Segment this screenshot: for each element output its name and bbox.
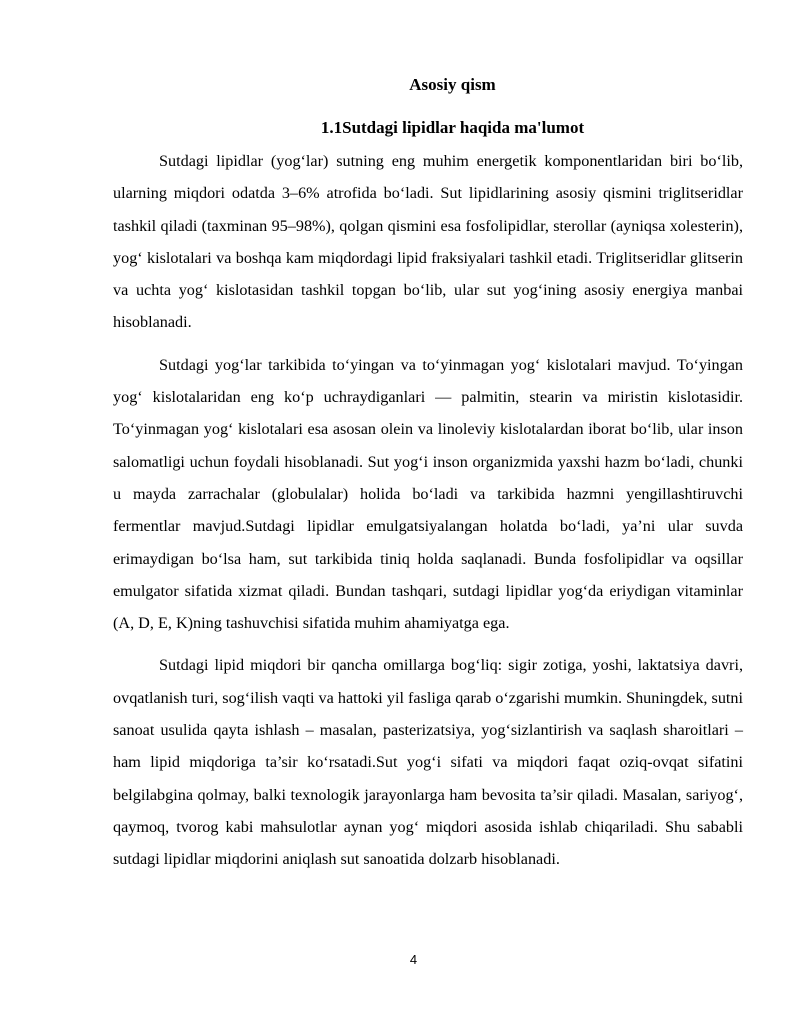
body-text [113, 145, 743, 886]
section-heading: 1.1Sutdagi lipidlar haqida ma'lumot [320, 118, 585, 137]
paragraph-2: Sutdagi yog‘lar tarkibida to‘yingan va to‘yinmagan yog‘ kislotalari mavjud. To‘yingan yog‘ kislotalaridan eng ko‘p uchraydiganlari — palmitin, stearin va miristin kislotasidir. To‘yinmagan yog‘ kislotalari esa asosan olein va linoleviy kislotalardan iborat bo‘lib, ular inson salomatligi uchun foydali hisoblanadi. Sut yog‘i inson organizmida yaxshi hazm bo‘ladi, chunki u mayda zarrachalar (globulalar) holida bo‘ladi va tarkibida hazmni yengillashtiruvchi fermentlar mavjud.Sutdagi lipidlar emulgatsiyalangan holatda bo‘ladi, ya’ni ular suvda erimaydigan bo‘lsa ham, sut tarkibida tiniq holda saqlanadi. Bunda fosfolipidlar va oqsillar emulgator sifatida xizmat qiladi. Bundan tashqari, sutdagi lipidlar yog‘da eriydigan vitaminlar (A, D, E, K)ning tashuvchisi sifatida muhim ahamiyatga ega. [113, 355, 743, 633]
page-number: 4 [409, 952, 418, 967]
paragraph-1: Sutdagi lipidlar (yog‘lar) sutning eng muhim energetik komponentlaridan biri bo‘lib, ularning miqdori odatda 3–6% atrofida bo‘ladi. Sut lipidlarining asosiy qismini triglitseridlar tashkil qiladi (taxminan 95–98%), qolgan qismini esa fosfolipidlar, sterollar (ayniqsa xolesterin), yog‘ kislotalari va boshqa kam miqdordagi lipid fraksiyalari tashkil etadi. Triglitseridlar glitserin va uchta yog‘ kislotasidan tashkil topgan bo‘lib, ular sut yog‘ining asosiy energiya manbai hisoblanadi. [113, 152, 743, 332]
paragraph-3: Sutdagi lipid miqdori bir qancha omillarga bog‘liq: sigir zotiga, yoshi, laktatsiya davri, ovqatlanish turi, sog‘ilish vaqti va hattoki yil fasliga qarab o‘zgarishi mumkin. Shuningdek, sutni sanoat usulida qayta ishlash – masalan, pasterizatsiya, yog‘sizlantirish va saqlash sharoitlari – ham lipid miqdoriga ta’sir ko‘rsatadi.Sut yog‘i sifati va miqdori faqat oziq-ovqat sifatini belgilabgina qolmay, balki texnologik jarayonlarga ham bevosita ta’sir qiladi. Masalan, sariyog‘, qaymoq, tvorog kabi mahsulotlar aynan yog‘ miqdori asosida ishlab chiqariladi. Shu sababli sutdagi lipidlar miqdorini aniqlash sut sanoatida dolzarb hisoblanadi. [113, 656, 743, 869]
page-title: Asosiy qism [409, 75, 496, 94]
